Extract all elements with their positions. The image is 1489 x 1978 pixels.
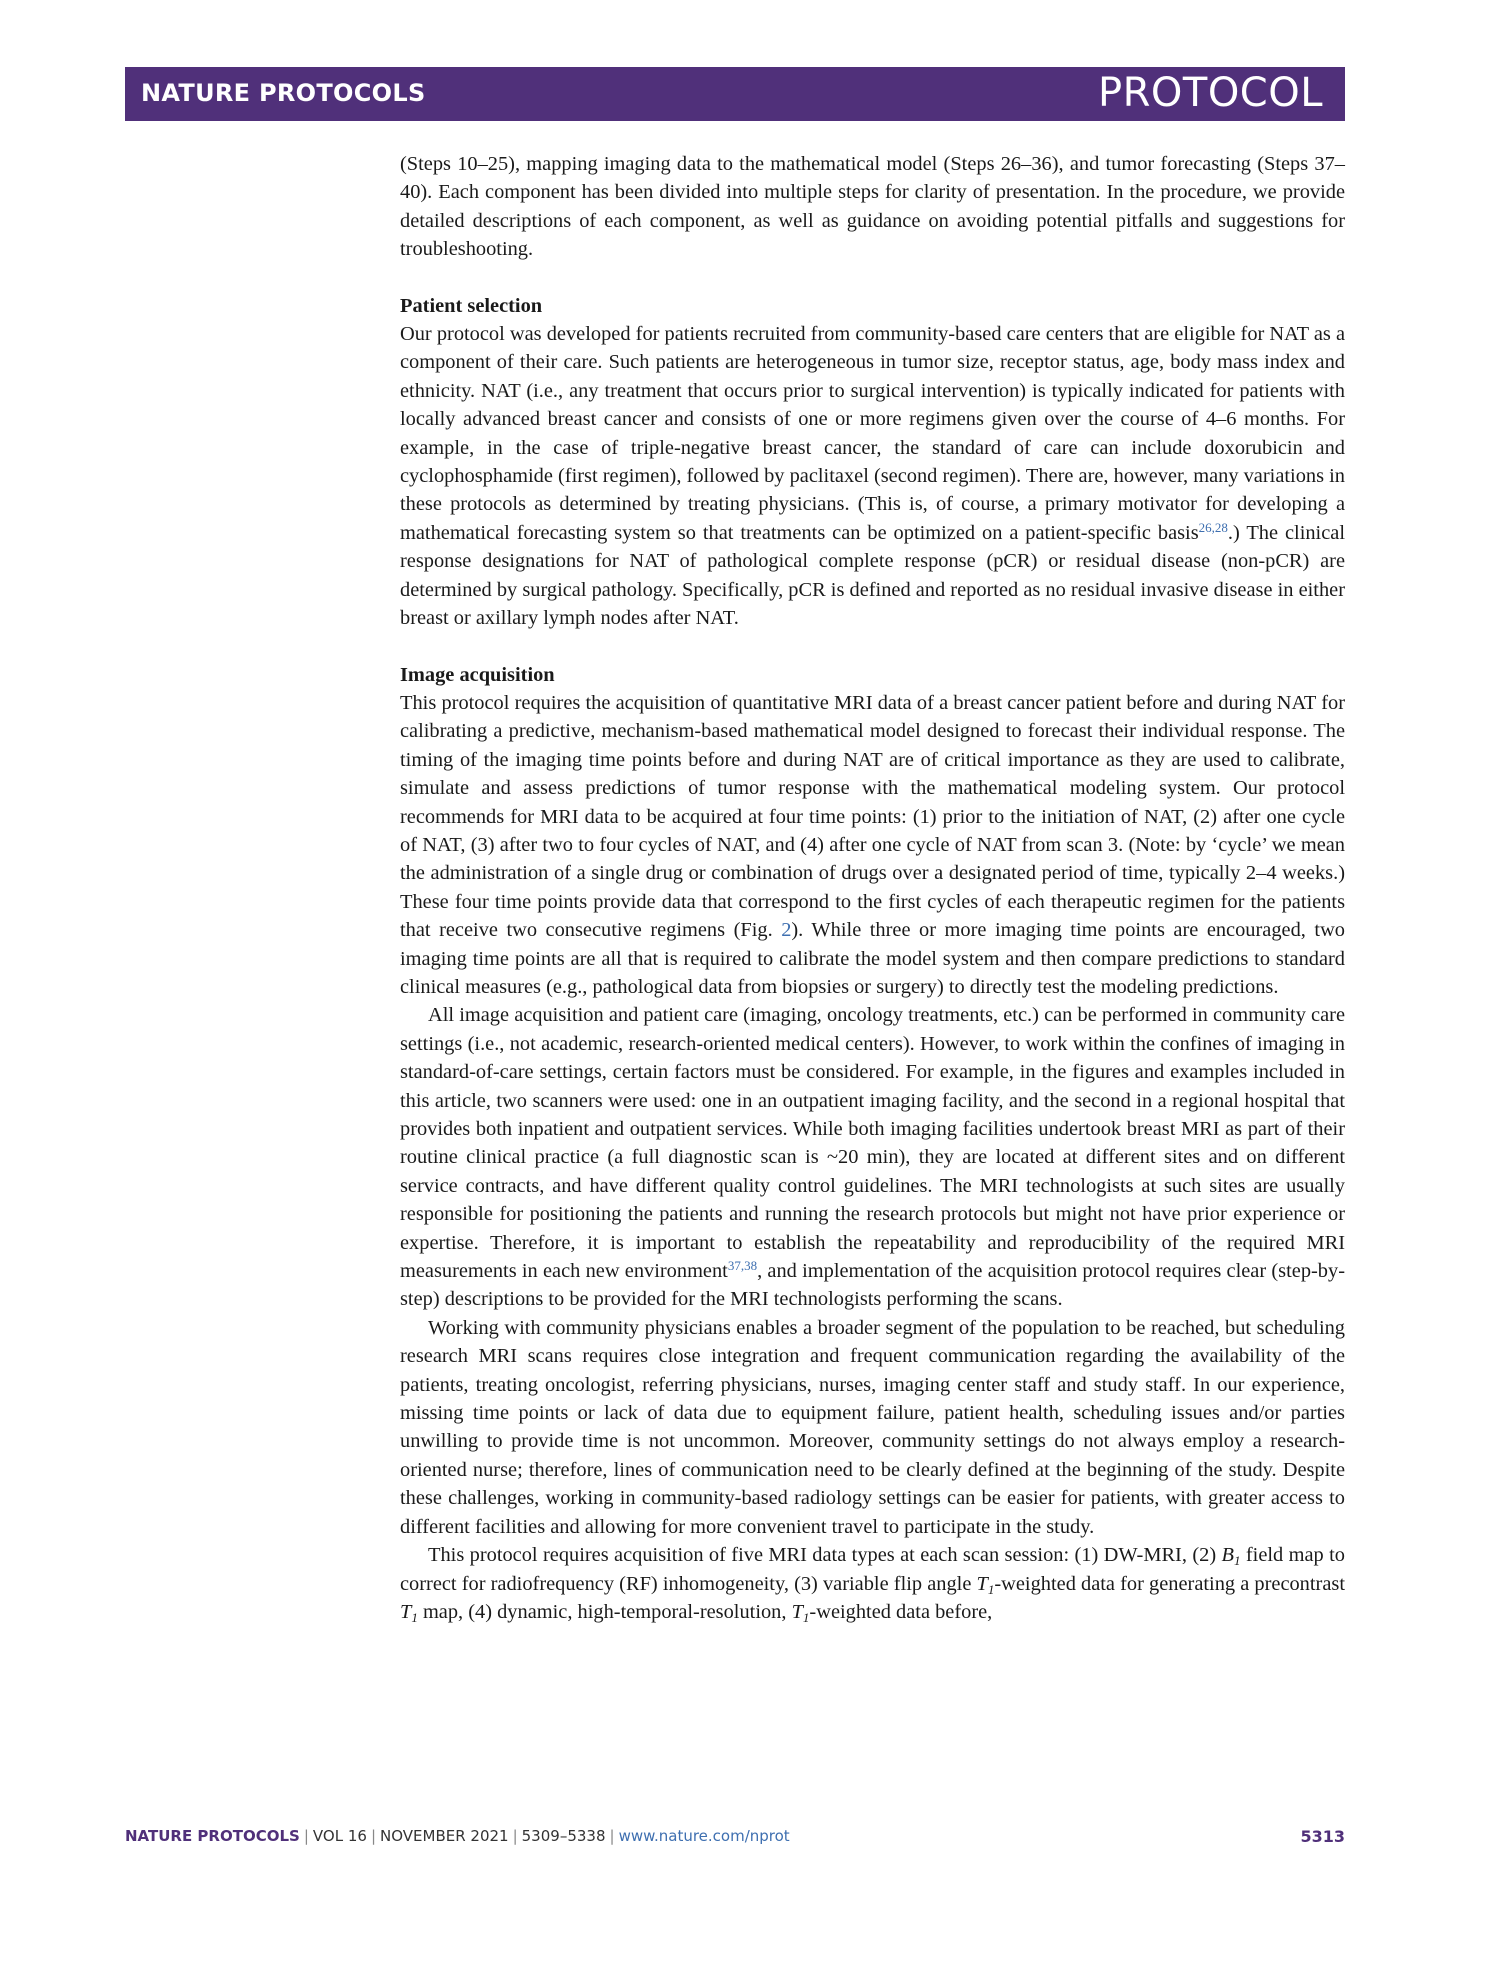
citation-link[interactable]: 37,38 — [727, 1258, 758, 1274]
page-number: 5313 — [1300, 1827, 1345, 1846]
section-patient-selection — [400, 292, 1345, 633]
paragraph: This protocol requires the acquisition of quantitative MRI data of a breast cancer patient before and during NAT for calibrating a predictive, mechanism-based mathematical model designed to forecast their individual response. The timing of the imaging time points before and during NAT are of critical importance as they are used to calibrate, simulate and assess predictions of tumor response with the mathematical modeling system. Our protocol recommends for MRI data to be acquired at four time points: (1) prior to the initiation of NAT, (2) after one cycle of NAT, (3) after two to four cycles of NAT, and (4) after one cycle of NAT from scan 3. (Note: by ‘cycle’ we mean the administration of a single drug or combination of drugs over a designated period of time, typically 2–4 weeks.) These four time points provide data that correspond to the first cycles of each therapeutic regimen for the patients that receive two consecutive regimens (Fig. 2). While three or more imaging time points are encouraged, two imaging time points are all that is required to calibrate the model system and then compare predictions to standard clinical measures (e.g., pathological data from biopsies or surgery) to directly test the modeling predictions. — [400, 691, 1345, 998]
paragraph: Our protocol was developed for patients recruited from community-based care centers that are eligible for NAT as a component of their care. Such patients are heterogeneous in tumor size, receptor status, age, body mass index and ethnicity. NAT (i.e., any treatment that occurs prior to surgical intervention) is typically indicated for patients with locally advanced breast cancer and consists of one or more regimens given over the course of 4–6 months. For example, in the case of triple-negative breast cancer, the standard of care can include doxorubicin and cyclophosphamide (first regimen), followed by paclitaxel (second regimen). There are, however, many variations in these protocols as determined by treating physicians. (This is, of course, a primary motivator for developing a mathematical forecasting system so that treatments can be optimized on a patient-specific basis$^{26,28}$.) The clinical response designations for NAT of pathological complete response (pCR) or residual disease (non-pCR) are determined by surgical pathology. Specifically, pCR is defined and reported as no residual invasive disease in either breast or axillary lymph nodes after NAT. — [400, 323, 1345, 630]
journal-name: NATURE PROTOCOLS — [141, 79, 426, 107]
paragraph: All image acquisition and patient care (imaging, oncology treatments, etc.) can be performed in community care settings (i.e., not academic, research-oriented medical centers). However, to work within the confines of imaging in standard-of-care settings, certain factors must be considered. For example, in the figures and examples included in this article, two scanners were used: one in an outpatient imaging facility, and the second in a regional hospital that provides both inpatient and outpatient services. While both imaging facilities undertook breast MRI as part of their routine clinical practice (a full diagnostic scan is ~20 min), they are located at different sites and on different service contracts, and have different quality control guidelines. The MRI technologists at such sites are usually responsible for positioning the patients and running the research protocols but might not have prior experience or expertise. Therefore, it is important to establish the repeatability and reproducibility of the required MRI measurements in each new environment$^{37,38}$, and implementation of the acquisition protocol requires clear (step-by-step) descriptions to be provided for the MRI technologists performing the scans. — [400, 1004, 1345, 1311]
section-heading: Image acquisition — [400, 663, 555, 686]
page-footer: NATURE PROTOCOLS | VOL 16 | NOVEMBER 2021 | 5309–5338 | www.nature.com/nprot 5313 — [125, 1827, 1345, 1846]
journal-header — [125, 67, 1345, 121]
footer-volume: VOL 16 — [312, 1827, 367, 1845]
footer-pages: 5309–5338 — [521, 1827, 606, 1845]
paragraph: This protocol requires acquisition of five MRI data types at each scan session: (1) DW-MRI, (2) $B_1$ field map to correct for radiofrequency (RF) inhomogeneity, (3) variable flip angle $T_1$-weighted data for generating a precontrast $T_1$ map, (4) dynamic, high-temporal-resolution, $T_1$-weighted data before, — [400, 1544, 1345, 1625]
footer-journal: NATURE PROTOCOLS — [125, 1827, 300, 1845]
paragraph: Working with community physicians enables a broader segment of the population to be reached, but scheduling research MRI scans requires close integration and frequent communication regarding the availability of the patients, treating oncologist, referring physicians, nurses, imaging center staff and study staff. In our experience, missing time points or lack of data due to equipment failure, patient health, scheduling issues and/or parties unwilling to provide time is not uncommon. Moreover, community settings do not always employ a research-oriented nurse; therefore, lines of communication need to be clearly defined at the beginning of the study. Despite these challenges, working in community-based radiology settings can be easier for patients, with greater access to different facilities and allowing for more convenient travel to participate in the study. — [400, 1316, 1345, 1538]
article-body — [400, 150, 1345, 1626]
figure-link[interactable]: 2 — [781, 919, 792, 942]
section-image-acquisition — [400, 661, 1345, 1627]
citation-link[interactable]: 26,28 — [1198, 519, 1228, 535]
intro-paragraph: (Steps 10–25), mapping imaging data to the mathematical model (Steps 26–36), and tumor forecasting (Steps 37–40). Each component has been divided into multiple steps for clarity of presentation. In the procedure, we provide detailed descriptions of each component, as well as guidance on avoiding potential pitfalls and suggestions for troubleshooting. — [400, 153, 1345, 261]
section-heading: Patient selection — [400, 294, 543, 317]
footer-url-link[interactable]: www.nature.com/nprot — [618, 1827, 790, 1845]
footer-date: NOVEMBER 2021 — [380, 1827, 509, 1845]
article-type-label: PROTOCOL — [1097, 70, 1323, 116]
